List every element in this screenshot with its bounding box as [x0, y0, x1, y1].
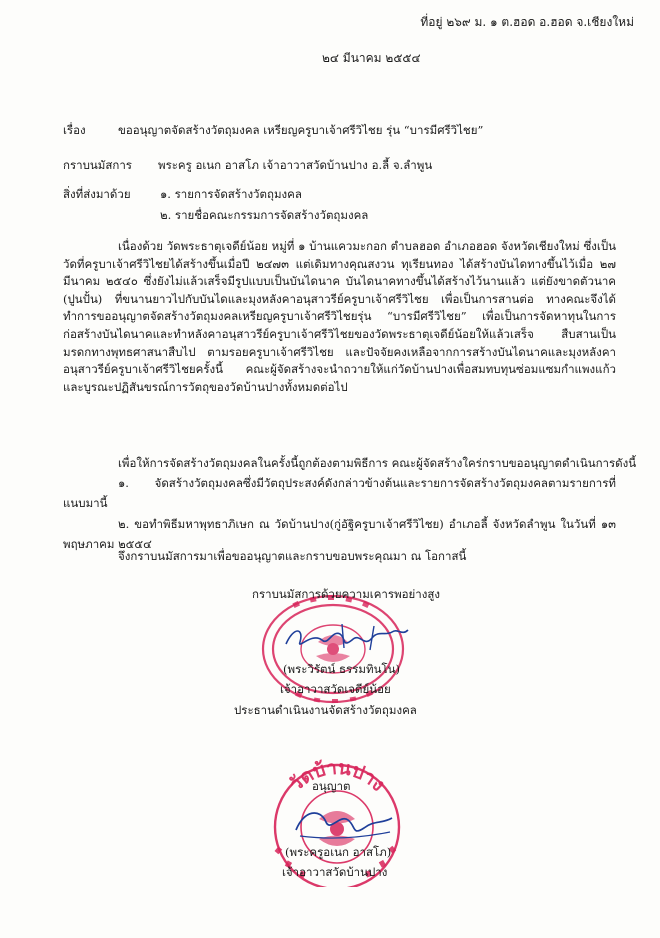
signature-scribble-1 — [282, 618, 412, 658]
signature-1-name: (พระวิรัตน์ ธรรมทินโน) — [283, 662, 400, 676]
request-item-1-text: ๑. จัดสร้างวัตถุมงคลซึ่งมีวัตถุประสงค์ดังกล่าวข้างต้นและรายการจัดสร้างวัตถุมงคลตามรายการที่แนบมานี้ — [63, 476, 616, 510]
signature-scribble-2 — [290, 800, 400, 845]
letter-date: ๒๔ มีนาคม ๒๕๕๔ — [322, 51, 421, 65]
body-paragraph-2: เพื่อให้การจัดสร้างวัตถุมงคลในครั้งนี้ถูกต้องตามพิธีการ คณะผู้จัดสร้างใคร่กราบขออนุญาตดำเนินการดังนี้ — [118, 456, 637, 470]
signature-1-role: ประธานดำเนินงานจัดสร้างวัตถุมงคล — [234, 703, 417, 717]
closing-line: จึงกราบนมัสการมาเพื่อขออนุญาตและกราบขอบพระคุณมา ณ โอกาสนี้ — [118, 549, 467, 563]
signature-2-approval: อนุญาต — [312, 779, 351, 793]
enclosure-item-1: ๑. รายการจัดสร้างวัตถุมงคล — [160, 187, 302, 201]
subject-label: เรื่อง — [63, 123, 86, 137]
stamp-2-temple-name: วัดบ้านปาง — [285, 757, 389, 796]
body-paragraph-1 — [63, 238, 616, 396]
signature-1-position: เจ้าอาวาสวัดเจดีย์น้อย — [280, 682, 391, 696]
signature-1-respect: กราบนมัสการด้วยความเคารพอย่างสูง — [252, 587, 440, 601]
signature-2-position: เจ้าอาวาสวัดบ้านปาง — [282, 865, 388, 879]
subject-text: ขออนุญาตจัดสร้างวัตถุมงคล เหรียญครูบาเจ้าศรีวิไชย รุ่น “บารมีศรีวิไชย” — [118, 123, 484, 137]
paragraph-1-text: เนื่องด้วย วัดพระธาตุเจดีย์น้อย หมู่ที่ ๑ บ้านแควมะกอก ตำบลฮอด อำเภอฮอด จังหวัดเชียงใหม่ ซึ่งเป็นวัดที่ครูบาเจ้าศรีวิไชยได้สร้างขึ้นเมื่อปี ๒๔๗๓ แต่เดิมทางคุณสงวน ทุเรียนทอง ได้สร้างบันไดทางขึ้นไว้เมื่อ ๒๗ มีนาคม ๒๕๔๐ ซึ่งยังไม่แล้วเสร็จมีรูปแบบเป็นบันไดนาค บันไดนาคทางขึ้นได้สร้างไว้นานแล้ว แต่ยังขาดตัวนาค (ปูนปั้น) ที่ขนานยาวไปกับบันไดและมุงหลังคาอนุสาวรีย์ครูบาเจ้าศรีวิไชย เพื่อเป็นการสานต่อ ทางคณะจึงได้ทำการขออนุญาตจัดสร้างวัตถุมงคลเหรียญครูบาเจ้าศรีวิไชยรุ่น “บารมีศรีวิไชย” เพื่อเป็นการจัดหาทุนในการก่อสร้างบันไดนาคและทำหลังคาอนุสาวรีย์ครูบาเจ้าศรีวิไชยของวัดพระธาตุเจดีย์น้อยให้แล้วเสร็จ สืบสานเป็นมรดกทางพุทธศาสนาสืบไป ตามรอยครูบาเจ้าศรีวิไชย และปัจจัยคงเหลือจากการสร้างบันไดนาคและมุงหลังคาอนุสาวรีย์ครูบาเจ้าศรีวิไชยครั้งนี้ คณะผู้จัดสร้างจะนำถวายให้แก่วัดบ้านปางเพื่อสมทบทุนซ่อมแซมกำแพงแก้วและบูรณะปฏิสันขรณ์การวัตถุของวัดบ้านปางทั้งหมดต่อไป — [63, 239, 616, 394]
salutation-text: พระครู อเนก อาสโภ เจ้าอาวาสวัดบ้านปาง อ.ลี้ จ.ลำพูน — [158, 158, 433, 172]
enclosure-item-2: ๒. รายชื่อคณะกรรมการจัดสร้างวัตถุมงคล — [160, 208, 369, 222]
enclosures-label: สิ่งที่ส่งมาด้วย — [63, 187, 131, 201]
request-item-2-text: ๒. ขอทำพิธีมหาพุทธาภิเษก ณ วัดบ้านปาง(กู่อัฐิครูบาเจ้าศรีวิไชย) อำเภอลี้ จังหวัดลำพูน ในวันที่ ๑๓ พฤษภาคม ๒๕๕๔ — [63, 517, 616, 551]
salutation-label: กราบนมัสการ — [63, 158, 132, 172]
sender-address: ที่อยู่ ๒๖๙ ม. ๑ ต.ฮอด อ.ฮอด จ.เชียงใหม่ — [420, 15, 634, 29]
request-item-1 — [63, 473, 616, 513]
signature-2-name: (พระครูอเนก อาสโภ) — [285, 845, 392, 859]
